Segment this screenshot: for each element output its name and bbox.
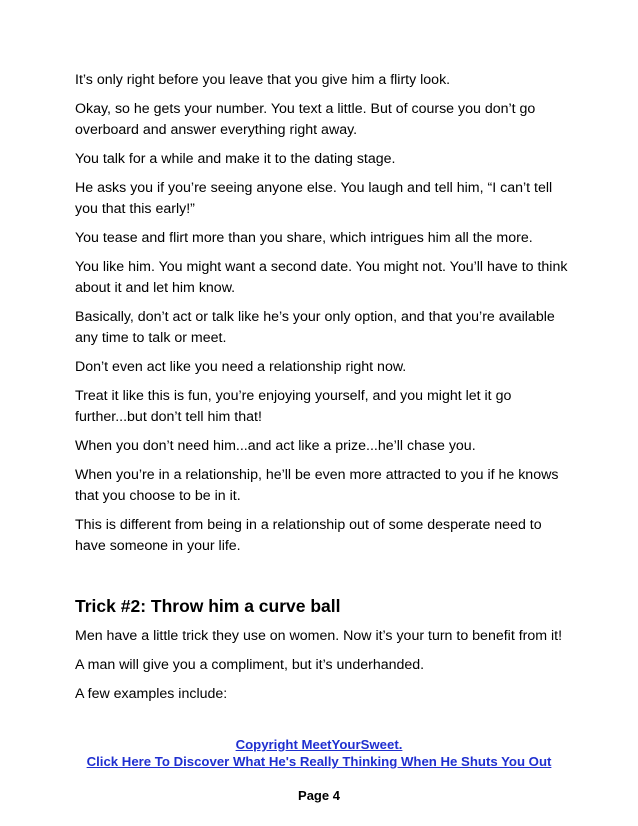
section-heading: Trick #2: Throw him a curve ball [75, 596, 341, 616]
page-footer [0, 736, 638, 804]
discover-link[interactable]: Click Here To Discover What He's Really Thinking When He Shuts You Out [86, 754, 552, 769]
paragraph-14: A man will give you a compliment, but it’s underhanded. [75, 657, 425, 673]
paragraph-3: You talk for a while and make it to the dating stage. [75, 151, 396, 167]
page-number: Page 4 [298, 788, 340, 803]
paragraph-15: A few examples include: [75, 686, 228, 702]
paragraph-2: Okay, so he gets your number. You text a little. But of course you don’t go overboard and answer everything right away. [75, 101, 536, 138]
document-body [75, 70, 575, 713]
paragraph-8: Don’t even act like you need a relationship right now. [75, 359, 407, 375]
paragraph-6: You like him. You might want a second date. You might not. You’ll have to think about it and let him know. [75, 259, 568, 296]
paragraph-1: It’s only right before you leave that you give him a flirty look. [75, 72, 451, 88]
paragraph-5: You tease and flirt more than you share, which intrigues him all the more. [75, 230, 533, 246]
paragraph-13: Men have a little trick they use on women. Now it’s your turn to benefit from it! [75, 628, 563, 644]
paragraph-9: Treat it like this is fun, you’re enjoying yourself, and you might let it go further...but don’t tell him that! [75, 388, 512, 425]
paragraph-11: When you’re in a relationship, he’ll be even more attracted to you if he knows that you choose to be in it. [75, 467, 559, 504]
paragraph-4: He asks you if you’re seeing anyone else. You laugh and tell him, “I can’t tell you that this early!” [75, 180, 553, 217]
copyright-link[interactable]: Copyright MeetYourSweet. [235, 737, 403, 752]
paragraph-12: This is different from being in a relationship out of some desperate need to have someone in your life. [75, 517, 542, 554]
paragraph-10: When you don’t need him...and act like a prize...he’ll chase you. [75, 438, 476, 454]
paragraph-7: Basically, don’t act or talk like he’s your only option, and that you’re available any time to talk or meet. [75, 309, 555, 346]
